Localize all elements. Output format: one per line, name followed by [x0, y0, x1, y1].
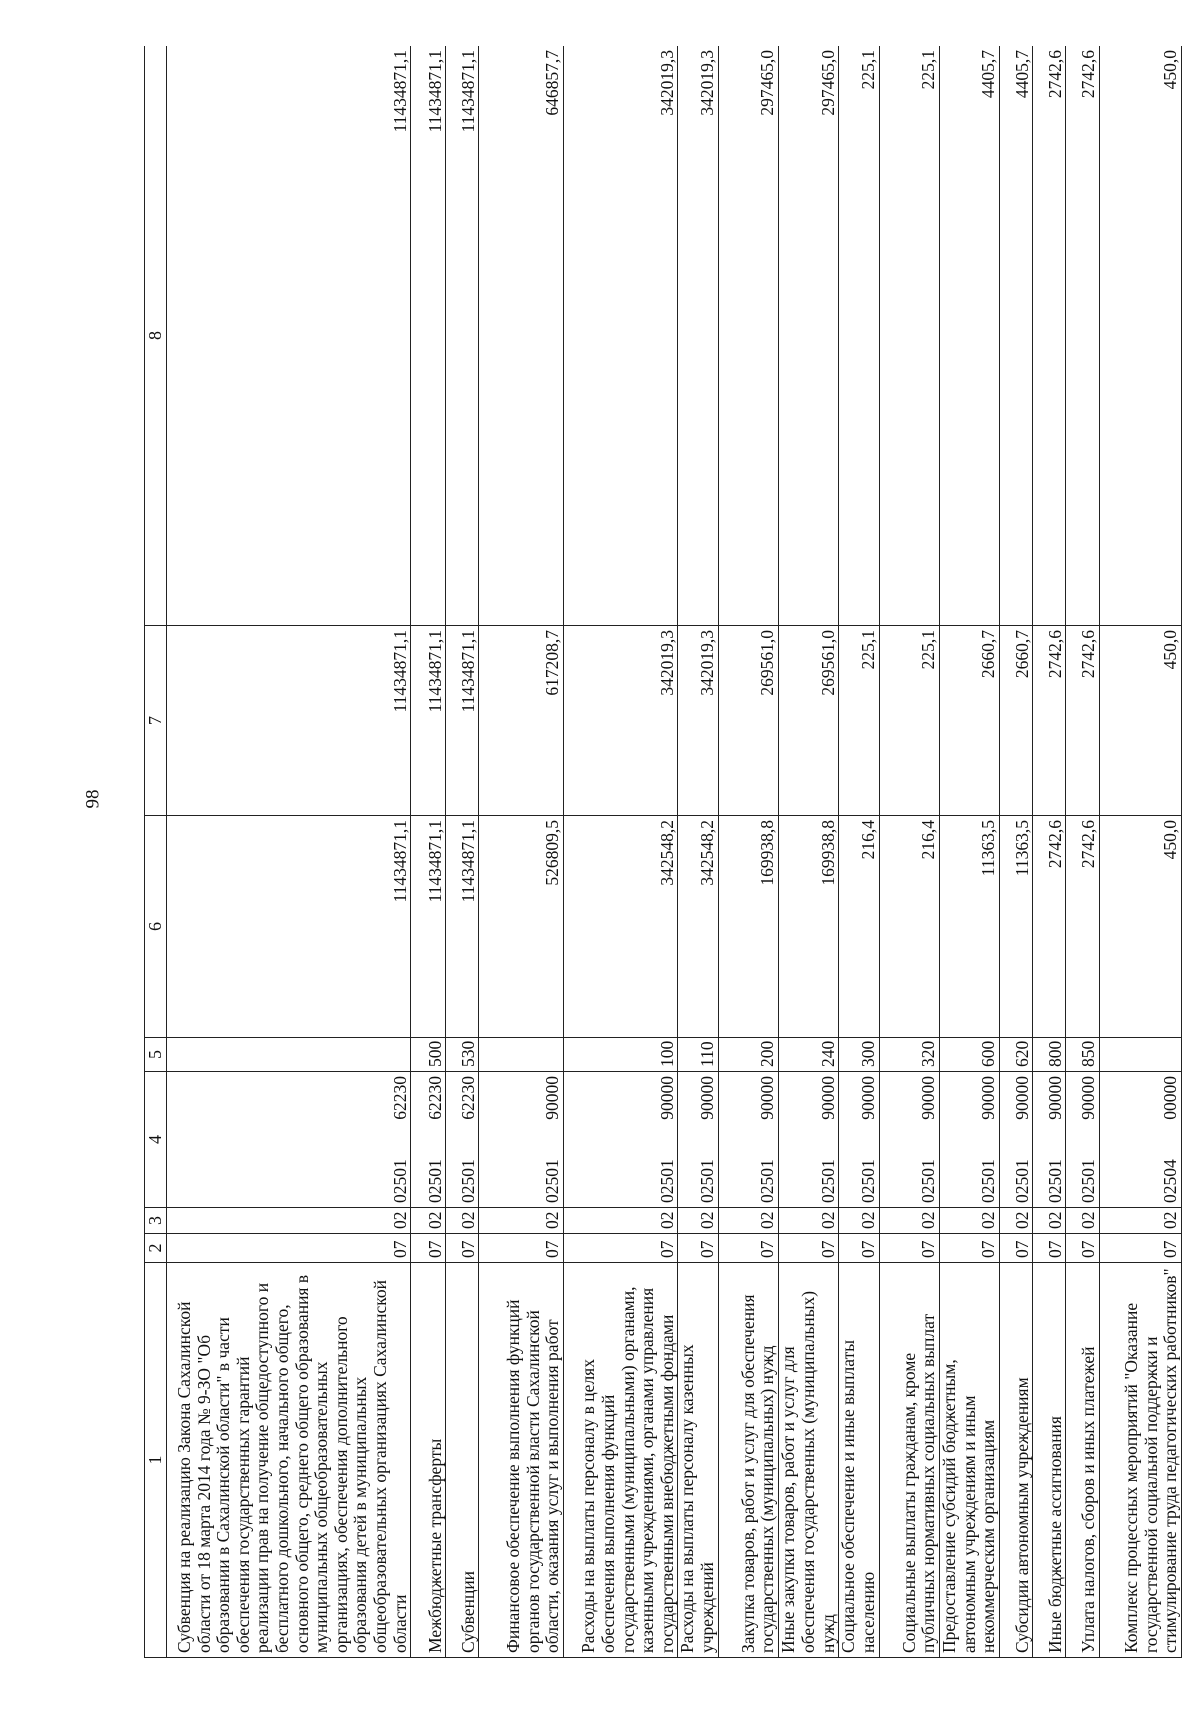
- column-header-2: 2: [145, 1234, 167, 1263]
- direction-code: 90000: [817, 1076, 838, 1120]
- direction-code: 90000: [1077, 1076, 1098, 1120]
- amount-col7-cell: 2660,7: [939, 626, 999, 816]
- table-row: [678, 46, 718, 1658]
- subsection-code-cell: 02: [563, 1208, 678, 1234]
- row-name-cell: Уплата налогов, сборов и иных платежей: [1066, 1263, 1099, 1658]
- target-article-code: [459, 1076, 479, 1203]
- target-article-cell: [879, 1072, 939, 1208]
- column-header-7: 7: [145, 626, 167, 816]
- section-code-cell: 07: [563, 1234, 678, 1263]
- subsection-code-cell: 02: [1033, 1208, 1066, 1234]
- amount-col6-cell: 11434871,1: [446, 816, 479, 1038]
- section-code-cell: 07: [879, 1234, 939, 1263]
- target-article-cell: [1000, 1072, 1033, 1208]
- section-code-cell: 07: [839, 1234, 879, 1263]
- amount-col6-cell: 526809,5: [479, 816, 563, 1038]
- column-header-6: 6: [145, 816, 167, 1038]
- target-article-code: [426, 1076, 446, 1203]
- direction-code: 90000: [1011, 1076, 1032, 1120]
- target-article-code: [1161, 1076, 1181, 1203]
- target-article-cell: [678, 1072, 718, 1208]
- amount-col8-cell: 297465,0: [778, 46, 838, 626]
- target-article-code: [819, 1076, 839, 1203]
- table-row: [778, 46, 838, 1658]
- target-article-code: [698, 1076, 718, 1203]
- direction-code: 90000: [978, 1076, 999, 1120]
- expense-type-cell: 240: [778, 1038, 838, 1072]
- row-name-cell: Закупка товаров, работ и услуг для обеспечения государственных (муниципальных) нужд: [718, 1263, 778, 1658]
- table-rotator: [144, 46, 1182, 1658]
- subsection-code-cell: 02: [1066, 1208, 1099, 1234]
- amount-col8-cell: 11434871,1: [446, 46, 479, 626]
- direction-code: 90000: [857, 1076, 878, 1120]
- table-row: [167, 46, 411, 1658]
- table-row: [563, 46, 678, 1658]
- amount-col7-cell: 11434871,1: [411, 626, 446, 816]
- section-code-cell: 07: [718, 1234, 778, 1263]
- table-row: [879, 46, 939, 1658]
- direction-code: 90000: [757, 1076, 778, 1120]
- direction-code: 62230: [457, 1076, 478, 1120]
- amount-col7-cell: 269561,0: [778, 626, 838, 816]
- amount-col6-cell: 450,0: [1099, 816, 1182, 1038]
- table-row: [411, 46, 446, 1658]
- table-row: [479, 46, 563, 1658]
- amount-col8-cell: 450,0: [1099, 46, 1182, 626]
- direction-code: 00000: [1160, 1076, 1181, 1120]
- subsection-code-cell: 02: [879, 1208, 939, 1234]
- section-code-cell: 07: [939, 1234, 999, 1263]
- amount-col7-cell: 450,0: [1099, 626, 1182, 816]
- target-article-code: [658, 1076, 678, 1203]
- expense-type-cell: 300: [839, 1038, 879, 1072]
- amount-col8-cell: 2742,6: [1066, 46, 1099, 626]
- amount-col6-cell: 342548,2: [678, 816, 718, 1038]
- row-name-cell: Расходы на выплаты персоналу в целях обеспечения выполнения функций государственными (муниципальными) органами, казенными учреждениями, органами управления государственными внебюджетными фондами: [563, 1263, 678, 1658]
- expense-type-cell: 110: [678, 1038, 718, 1072]
- target-article-code: [859, 1076, 879, 1203]
- program-code: 02501: [918, 1159, 939, 1203]
- amount-col7-cell: 11434871,1: [167, 626, 411, 816]
- row-name-cell: Иные бюджетные ассигнования: [1033, 1263, 1066, 1658]
- subsection-code-cell: 02: [1000, 1208, 1033, 1234]
- section-code-cell: 07: [778, 1234, 838, 1263]
- expense-type-cell: 850: [1066, 1038, 1099, 1072]
- target-article-cell: [1099, 1072, 1182, 1208]
- amount-col6-cell: 11363,5: [1000, 816, 1033, 1038]
- amount-col7-cell: 2742,6: [1066, 626, 1099, 816]
- section-code-cell: 07: [1000, 1234, 1033, 1263]
- row-name-cell: Иные закупки товаров, работ и услуг для обеспечения государственных (муниципальных) нужд: [778, 1263, 838, 1658]
- amount-col7-cell: 342019,3: [563, 626, 678, 816]
- column-header-1: 1: [145, 1263, 167, 1658]
- amount-col6-cell: 216,4: [839, 816, 879, 1038]
- table-row: [1000, 46, 1033, 1658]
- amount-col6-cell: 2742,6: [1066, 816, 1099, 1038]
- table-row: [446, 46, 479, 1658]
- table-row: [1033, 46, 1066, 1658]
- column-header-4: 4: [145, 1072, 167, 1208]
- program-code: 02501: [697, 1159, 718, 1203]
- expense-type-cell: [1099, 1038, 1182, 1072]
- amount-col6-cell: 11434871,1: [167, 816, 411, 1038]
- amount-col8-cell: 11434871,1: [167, 46, 411, 626]
- program-code: 02501: [1011, 1159, 1032, 1203]
- amount-col6-cell: 342548,2: [563, 816, 678, 1038]
- target-article-cell: [839, 1072, 879, 1208]
- expense-type-cell: 500: [411, 1038, 446, 1072]
- subsection-code-cell: 02: [411, 1208, 446, 1234]
- row-name-cell: Социальные выплаты гражданам, кроме публичных нормативных социальных выплат: [879, 1263, 939, 1658]
- target-article-code: [1079, 1076, 1099, 1203]
- program-code: 02501: [817, 1159, 838, 1203]
- section-code-cell: 07: [1099, 1234, 1182, 1263]
- amount-col8-cell: 2742,6: [1033, 46, 1066, 626]
- row-name-cell: Социальное обеспечение и иные выплаты населению: [839, 1263, 879, 1658]
- target-article-cell: [167, 1072, 411, 1208]
- amount-col6-cell: 11434871,1: [411, 816, 446, 1038]
- expense-type-cell: 200: [718, 1038, 778, 1072]
- target-article-code: [758, 1076, 778, 1203]
- subsection-code-cell: 02: [718, 1208, 778, 1234]
- amount-col6-cell: 169938,8: [778, 816, 838, 1038]
- target-article-cell: [446, 1072, 479, 1208]
- section-code-cell: 07: [678, 1234, 718, 1263]
- target-article-code: [543, 1076, 563, 1203]
- subsection-code-cell: 02: [446, 1208, 479, 1234]
- section-code-cell: 07: [1066, 1234, 1099, 1263]
- table-header-row: [145, 46, 167, 1658]
- expense-type-cell: 530: [446, 1038, 479, 1072]
- expense-type-cell: 100: [563, 1038, 678, 1072]
- row-name-cell: Расходы на выплаты персоналу казенных учреждений: [678, 1263, 718, 1658]
- section-code-cell: 07: [479, 1234, 563, 1263]
- subsection-code-cell: 02: [939, 1208, 999, 1234]
- target-article-cell: [479, 1072, 563, 1208]
- amount-col6-cell: 216,4: [879, 816, 939, 1038]
- program-code: 02501: [978, 1159, 999, 1203]
- amount-col8-cell: 4405,7: [939, 46, 999, 626]
- program-code: 02501: [1044, 1159, 1065, 1203]
- direction-code: 62230: [424, 1076, 445, 1120]
- subsection-code-cell: 02: [167, 1208, 411, 1234]
- target-article-cell: [563, 1072, 678, 1208]
- page-number: 98: [82, 789, 104, 809]
- program-code: 02501: [389, 1159, 410, 1203]
- target-article-cell: [718, 1072, 778, 1208]
- amount-col7-cell: 617208,7: [479, 626, 563, 816]
- row-name-cell: Финансовое обеспечение выполнения функций органов государственной власти Сахалинской области, оказания услуг и выполнения работ: [479, 1263, 563, 1658]
- amount-col8-cell: 4405,7: [1000, 46, 1033, 626]
- amount-col8-cell: 225,1: [879, 46, 939, 626]
- target-article-code: [979, 1076, 999, 1203]
- target-article-cell: [1066, 1072, 1099, 1208]
- budget-table: [144, 46, 1182, 1658]
- row-name-cell: Предоставление субсидий бюджетным, автономным учреждениям и иным некоммерческим организациям: [939, 1263, 999, 1658]
- target-article-code: [1013, 1076, 1033, 1203]
- amount-col6-cell: 2742,6: [1033, 816, 1066, 1038]
- target-article-code: [391, 1076, 411, 1203]
- section-code-cell: 07: [446, 1234, 479, 1263]
- row-name-cell: Субвенция на реализацию Закона Сахалинской области от 18 марта 2014 года № 9-ЗО "Об образовании в Сахалинской области" в части обеспечения государственных гарантий реализации прав на получение общедоступного и бесплатного дошкольного, начального общего, основного общего, среднего общего образования в муниципальных общеобразовательных организациях, обеспечения дополнительного образования детей в муниципальных общеобразовательных организациях Сахалинской области: [167, 1263, 411, 1658]
- section-code-cell: 07: [1033, 1234, 1066, 1263]
- row-name-cell: Субсидии автономным учреждениям: [1000, 1263, 1033, 1658]
- table-row: [1066, 46, 1099, 1658]
- program-code: 02501: [424, 1159, 445, 1203]
- program-code: 02501: [457, 1159, 478, 1203]
- amount-col8-cell: 225,1: [839, 46, 879, 626]
- direction-code: 90000: [656, 1076, 677, 1120]
- amount-col6-cell: 169938,8: [718, 816, 778, 1038]
- expense-type-cell: [479, 1038, 563, 1072]
- program-code: 02504: [1160, 1159, 1181, 1203]
- subsection-code-cell: 02: [479, 1208, 563, 1234]
- subsection-code-cell: 02: [778, 1208, 838, 1234]
- direction-code: 90000: [542, 1076, 563, 1120]
- row-name-cell: Комплекс процессных мероприятий "Оказание государственной социальной поддержки и стимулирование труда педагогических работников": [1099, 1263, 1182, 1658]
- amount-col7-cell: 342019,3: [678, 626, 718, 816]
- expense-type-cell: [167, 1038, 411, 1072]
- program-code: 02501: [757, 1159, 778, 1203]
- table-row: [718, 46, 778, 1658]
- expense-type-cell: 320: [879, 1038, 939, 1072]
- target-article-cell: [939, 1072, 999, 1208]
- program-code: 02501: [656, 1159, 677, 1203]
- section-code-cell: 07: [411, 1234, 446, 1263]
- amount-col6-cell: 11363,5: [939, 816, 999, 1038]
- table-body: [167, 46, 1182, 1658]
- rotated-page: [144, 46, 1182, 1658]
- row-name-cell: Субвенции: [446, 1263, 479, 1658]
- target-article-cell: [411, 1072, 446, 1208]
- target-article-code: [919, 1076, 939, 1203]
- subsection-code-cell: 02: [839, 1208, 879, 1234]
- amount-col7-cell: 2660,7: [1000, 626, 1033, 816]
- table-row: [1099, 46, 1182, 1658]
- amount-col7-cell: 2742,6: [1033, 626, 1066, 816]
- amount-col7-cell: 225,1: [879, 626, 939, 816]
- table-row: [839, 46, 879, 1658]
- direction-code: 90000: [918, 1076, 939, 1120]
- amount-col8-cell: 297465,0: [718, 46, 778, 626]
- column-header-8: 8: [145, 46, 167, 626]
- direction-code: 62230: [389, 1076, 410, 1120]
- amount-col8-cell: 646857,7: [479, 46, 563, 626]
- direction-code: 90000: [1044, 1076, 1065, 1120]
- amount-col7-cell: 225,1: [839, 626, 879, 816]
- subsection-code-cell: 02: [1099, 1208, 1182, 1234]
- expense-type-cell: 600: [939, 1038, 999, 1072]
- direction-code: 90000: [697, 1076, 718, 1120]
- column-header-5: 5: [145, 1038, 167, 1072]
- expense-type-cell: 620: [1000, 1038, 1033, 1072]
- program-code: 02501: [857, 1159, 878, 1203]
- row-name-cell: Межбюджетные трансферты: [411, 1263, 446, 1658]
- expense-type-cell: 800: [1033, 1038, 1066, 1072]
- target-article-cell: [1033, 1072, 1066, 1208]
- section-code-cell: 07: [167, 1234, 411, 1263]
- program-code: 02501: [1077, 1159, 1098, 1203]
- target-article-cell: [778, 1072, 838, 1208]
- amount-col7-cell: 269561,0: [718, 626, 778, 816]
- subsection-code-cell: 02: [678, 1208, 718, 1234]
- amount-col7-cell: 11434871,1: [446, 626, 479, 816]
- target-article-code: [1046, 1076, 1066, 1203]
- amount-col8-cell: 342019,3: [678, 46, 718, 626]
- program-code: 02501: [542, 1159, 563, 1203]
- table-row: [939, 46, 999, 1658]
- column-header-3: 3: [145, 1208, 167, 1234]
- amount-col8-cell: 11434871,1: [411, 46, 446, 626]
- amount-col8-cell: 342019,3: [563, 46, 678, 626]
